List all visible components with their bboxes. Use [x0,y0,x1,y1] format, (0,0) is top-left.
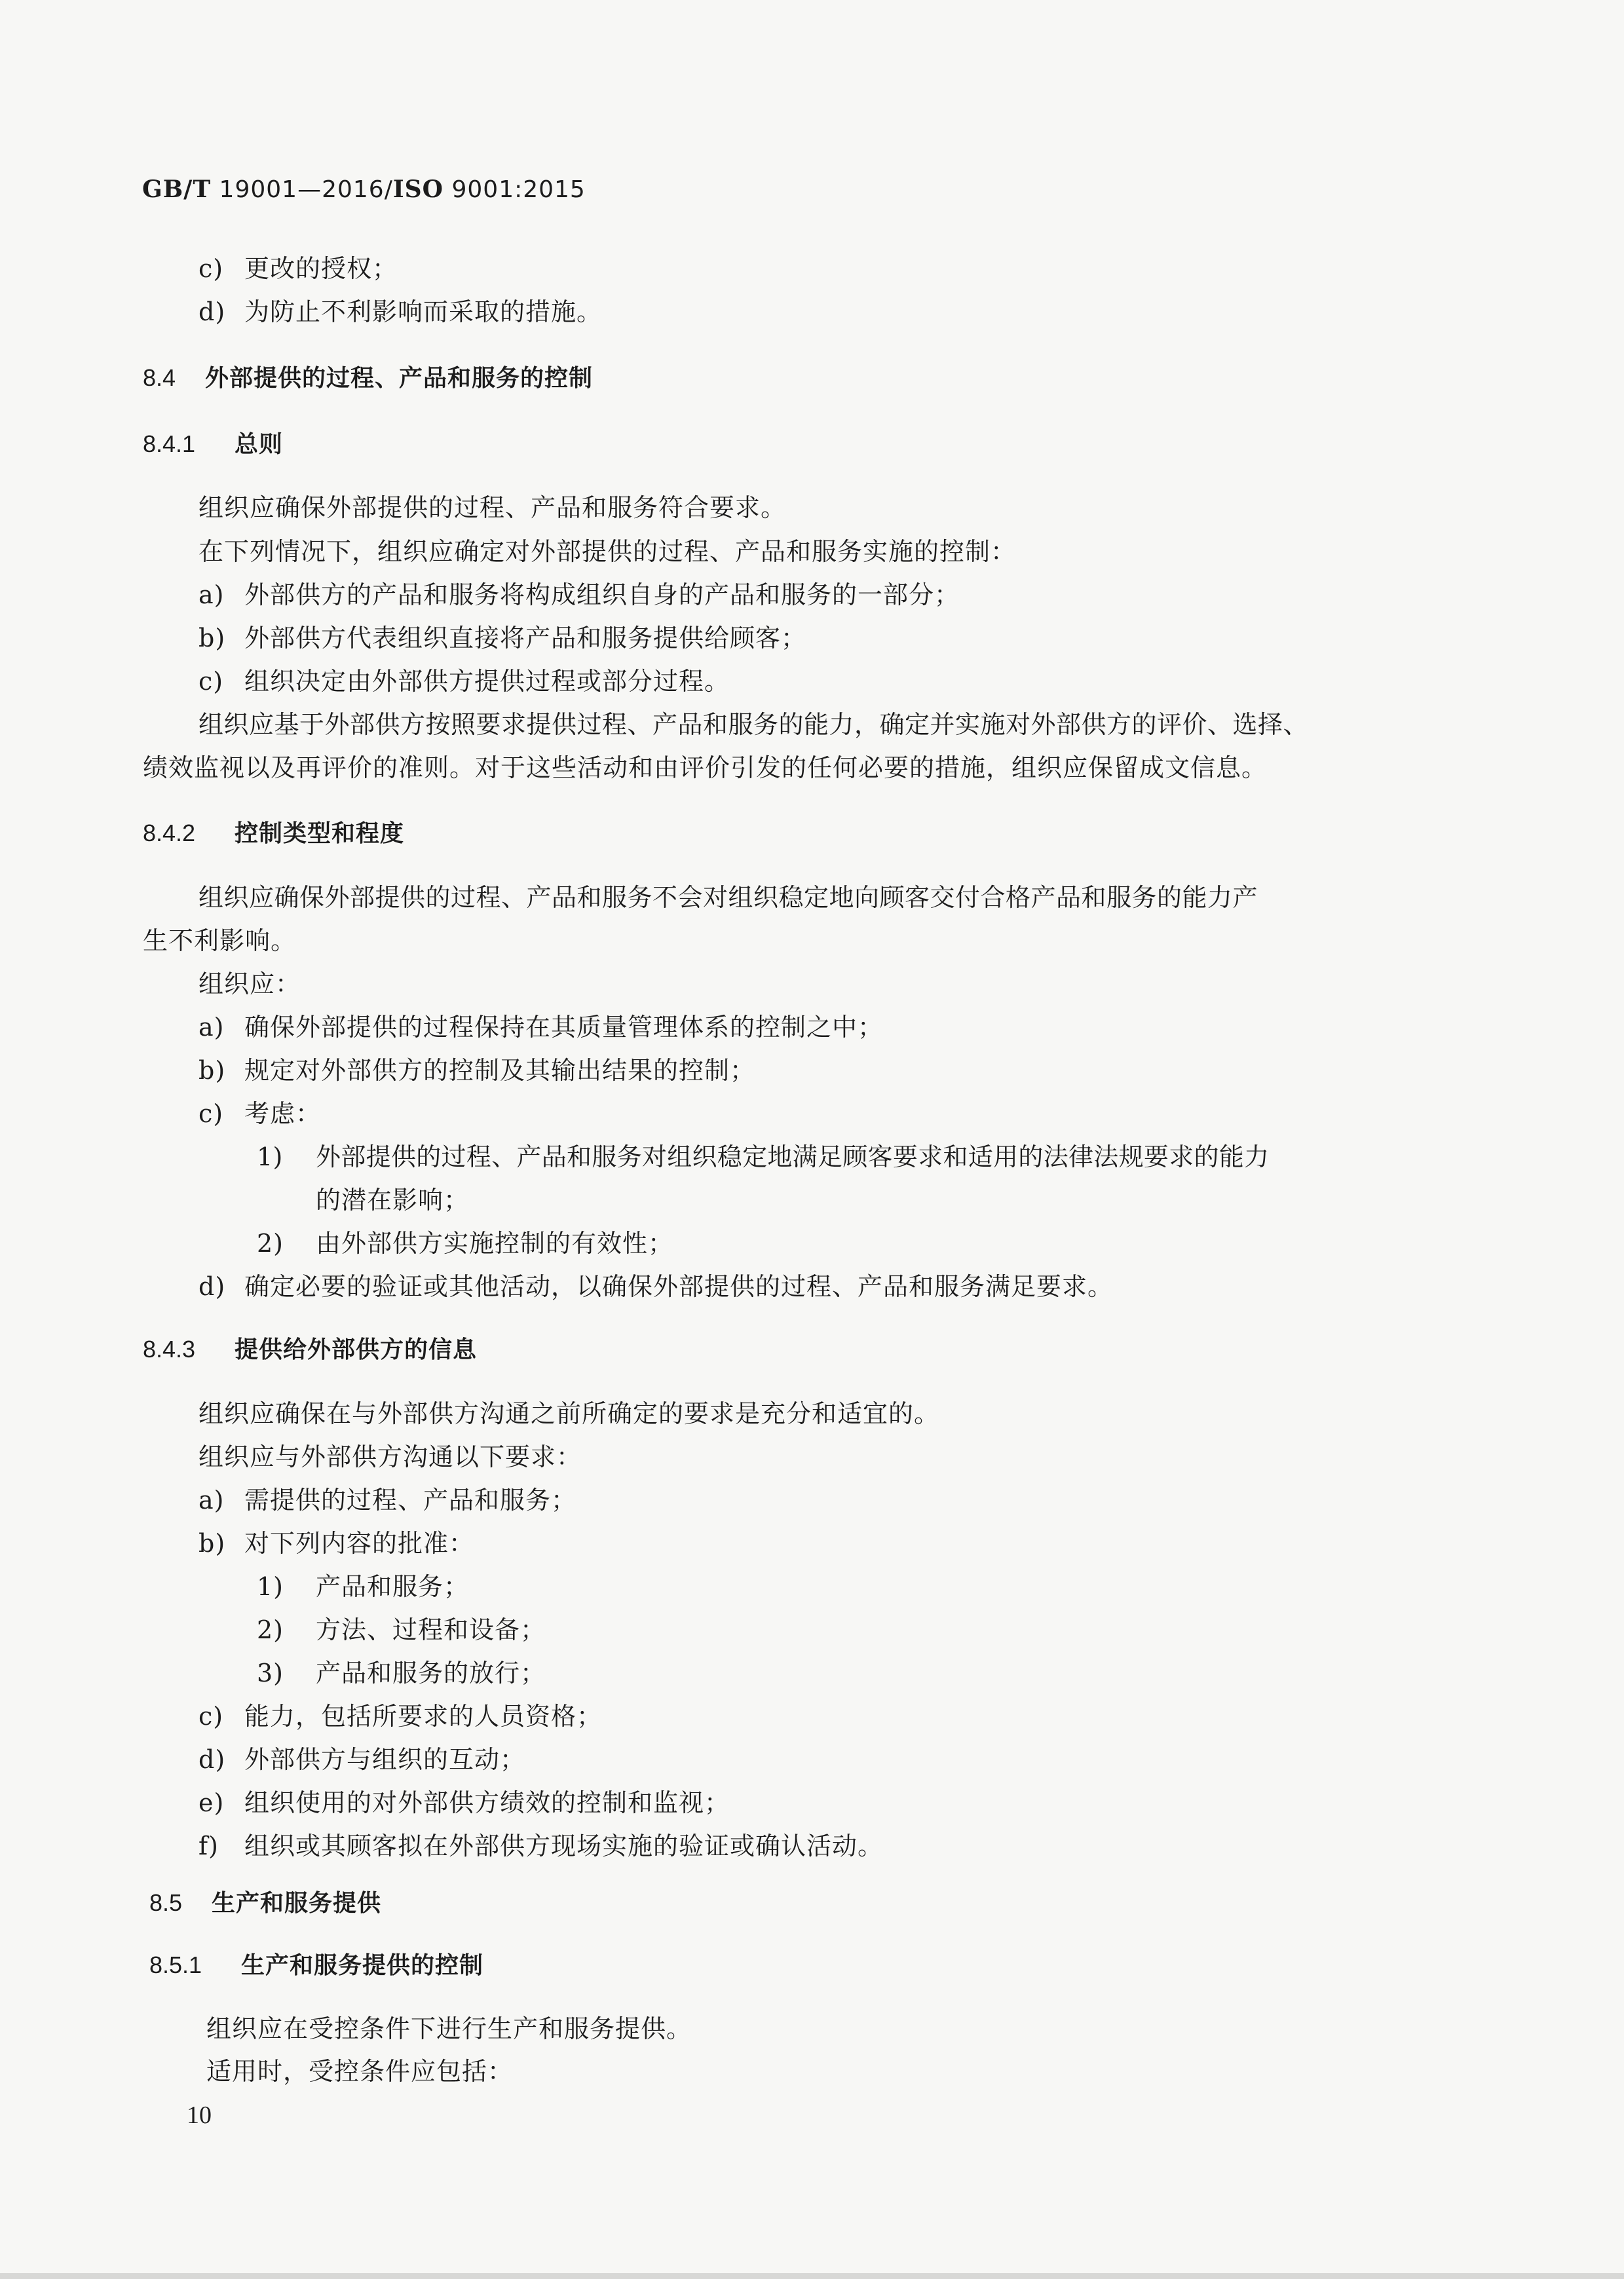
paragraph: 组织应确保外部提供的过程、产品和服务不会对组织稳定地向顾客交付合格产品和服务的能力产 [198,883,1258,912]
list-item: d) 为防止不利影响而采取的措施。 [198,297,603,326]
list-item: e) 组织使用的对外部供方绩效的控制和监视； [198,1788,730,1817]
std-prefix: GB/T [142,176,212,203]
paragraph: 生不利影响。 [143,926,297,955]
list-item: b) 外部供方代表组织直接将产品和服务提供给顾客； [198,624,807,652]
section-heading: 8.5 生产和服务提供 [149,1889,382,1917]
paragraph: 适用时，受控条件应包括： [206,2057,514,2086]
list-item: b) 对下列内容的批准： [198,1529,475,1558]
page-number: 10 [187,2101,212,2129]
section-heading: 8.4.2 控制类型和程度 [143,819,405,847]
list-item: b) 规定对外部供方的控制及其输出结果的控制； [198,1056,756,1085]
section-heading: 8.5.1 生产和服务提供的控制 [149,1951,484,1979]
sub-list-item: 2) 方法、过程和设备； [257,1615,546,1644]
list-item: d) 确定必要的验证或其他活动，以确保外部提供的过程、产品和服务满足要求。 [198,1272,1114,1301]
list-item: d) 外部供方与组织的互动； [198,1745,526,1774]
std-number: 19001—2016/ [211,176,393,203]
section-heading: 8.4.1 总则 [143,430,284,458]
paragraph: 组织应与外部供方沟通以下要求： [198,1442,582,1471]
paragraph: 组织应确保外部提供的过程、产品和服务符合要求。 [198,493,787,522]
sub-list-item: 1) 外部提供的过程、产品和服务对组织稳定地满足顾客要求和适用的法律法规要求的能力 [257,1142,1270,1171]
paragraph: 在下列情况下，组织应确定对外部提供的过程、产品和服务实施的控制： [198,537,1017,566]
iso-prefix: ISO [392,176,444,203]
section-heading: 8.4.3 提供给外部供方的信息 [143,1336,478,1363]
section-heading: 8.4 外部提供的过程、产品和服务的控制 [143,364,594,392]
paragraph: 组织应确保在与外部供方沟通之前所确定的要求是充分和适宜的。 [198,1399,940,1428]
list-item: a) 需提供的过程、产品和服务； [198,1486,577,1515]
paragraph: 组织应： [198,970,301,998]
list-item: a) 外部供方的产品和服务将构成组织自身的产品和服务的一部分； [198,580,960,609]
paragraph: 组织应在受控条件下进行生产和服务提供。 [206,2014,692,2043]
list-item: c) 能力，包括所要求的人员资格； [198,1702,603,1731]
list-item: c) 组织决定由外部供方提供过程或部分过程。 [198,667,730,696]
scan-edge [0,2273,1624,2279]
list-item: f) 组织或其顾客拟在外部供方现场实施的验证或确认活动。 [198,1832,884,1860]
sub-list-item: 1) 产品和服务； [257,1572,470,1601]
paragraph: 组织应基于外部供方按照要求提供过程、产品和服务的能力，确定并实施对外部供方的评价、选择、 [198,710,1309,739]
sub-list-item: 3) 产品和服务的放行； [257,1659,546,1687]
list-item: a) 确保外部提供的过程保持在其质量管理体系的控制之中； [198,1013,884,1042]
standard-header [142,176,586,203]
list-item: c) 更改的授权； [198,254,398,283]
paragraph: 绩效监视以及再评价的准则。对于这些活动和由评价引发的任何必要的措施，组织应保留成文信息。 [143,753,1268,782]
iso-number: 9001:2015 [444,176,586,203]
sub-list-item-continued: 的潜在影响； [316,1186,470,1215]
sub-list-item: 2) 由外部供方实施控制的有效性； [257,1229,674,1258]
list-item: c) 考虑： [198,1099,322,1128]
